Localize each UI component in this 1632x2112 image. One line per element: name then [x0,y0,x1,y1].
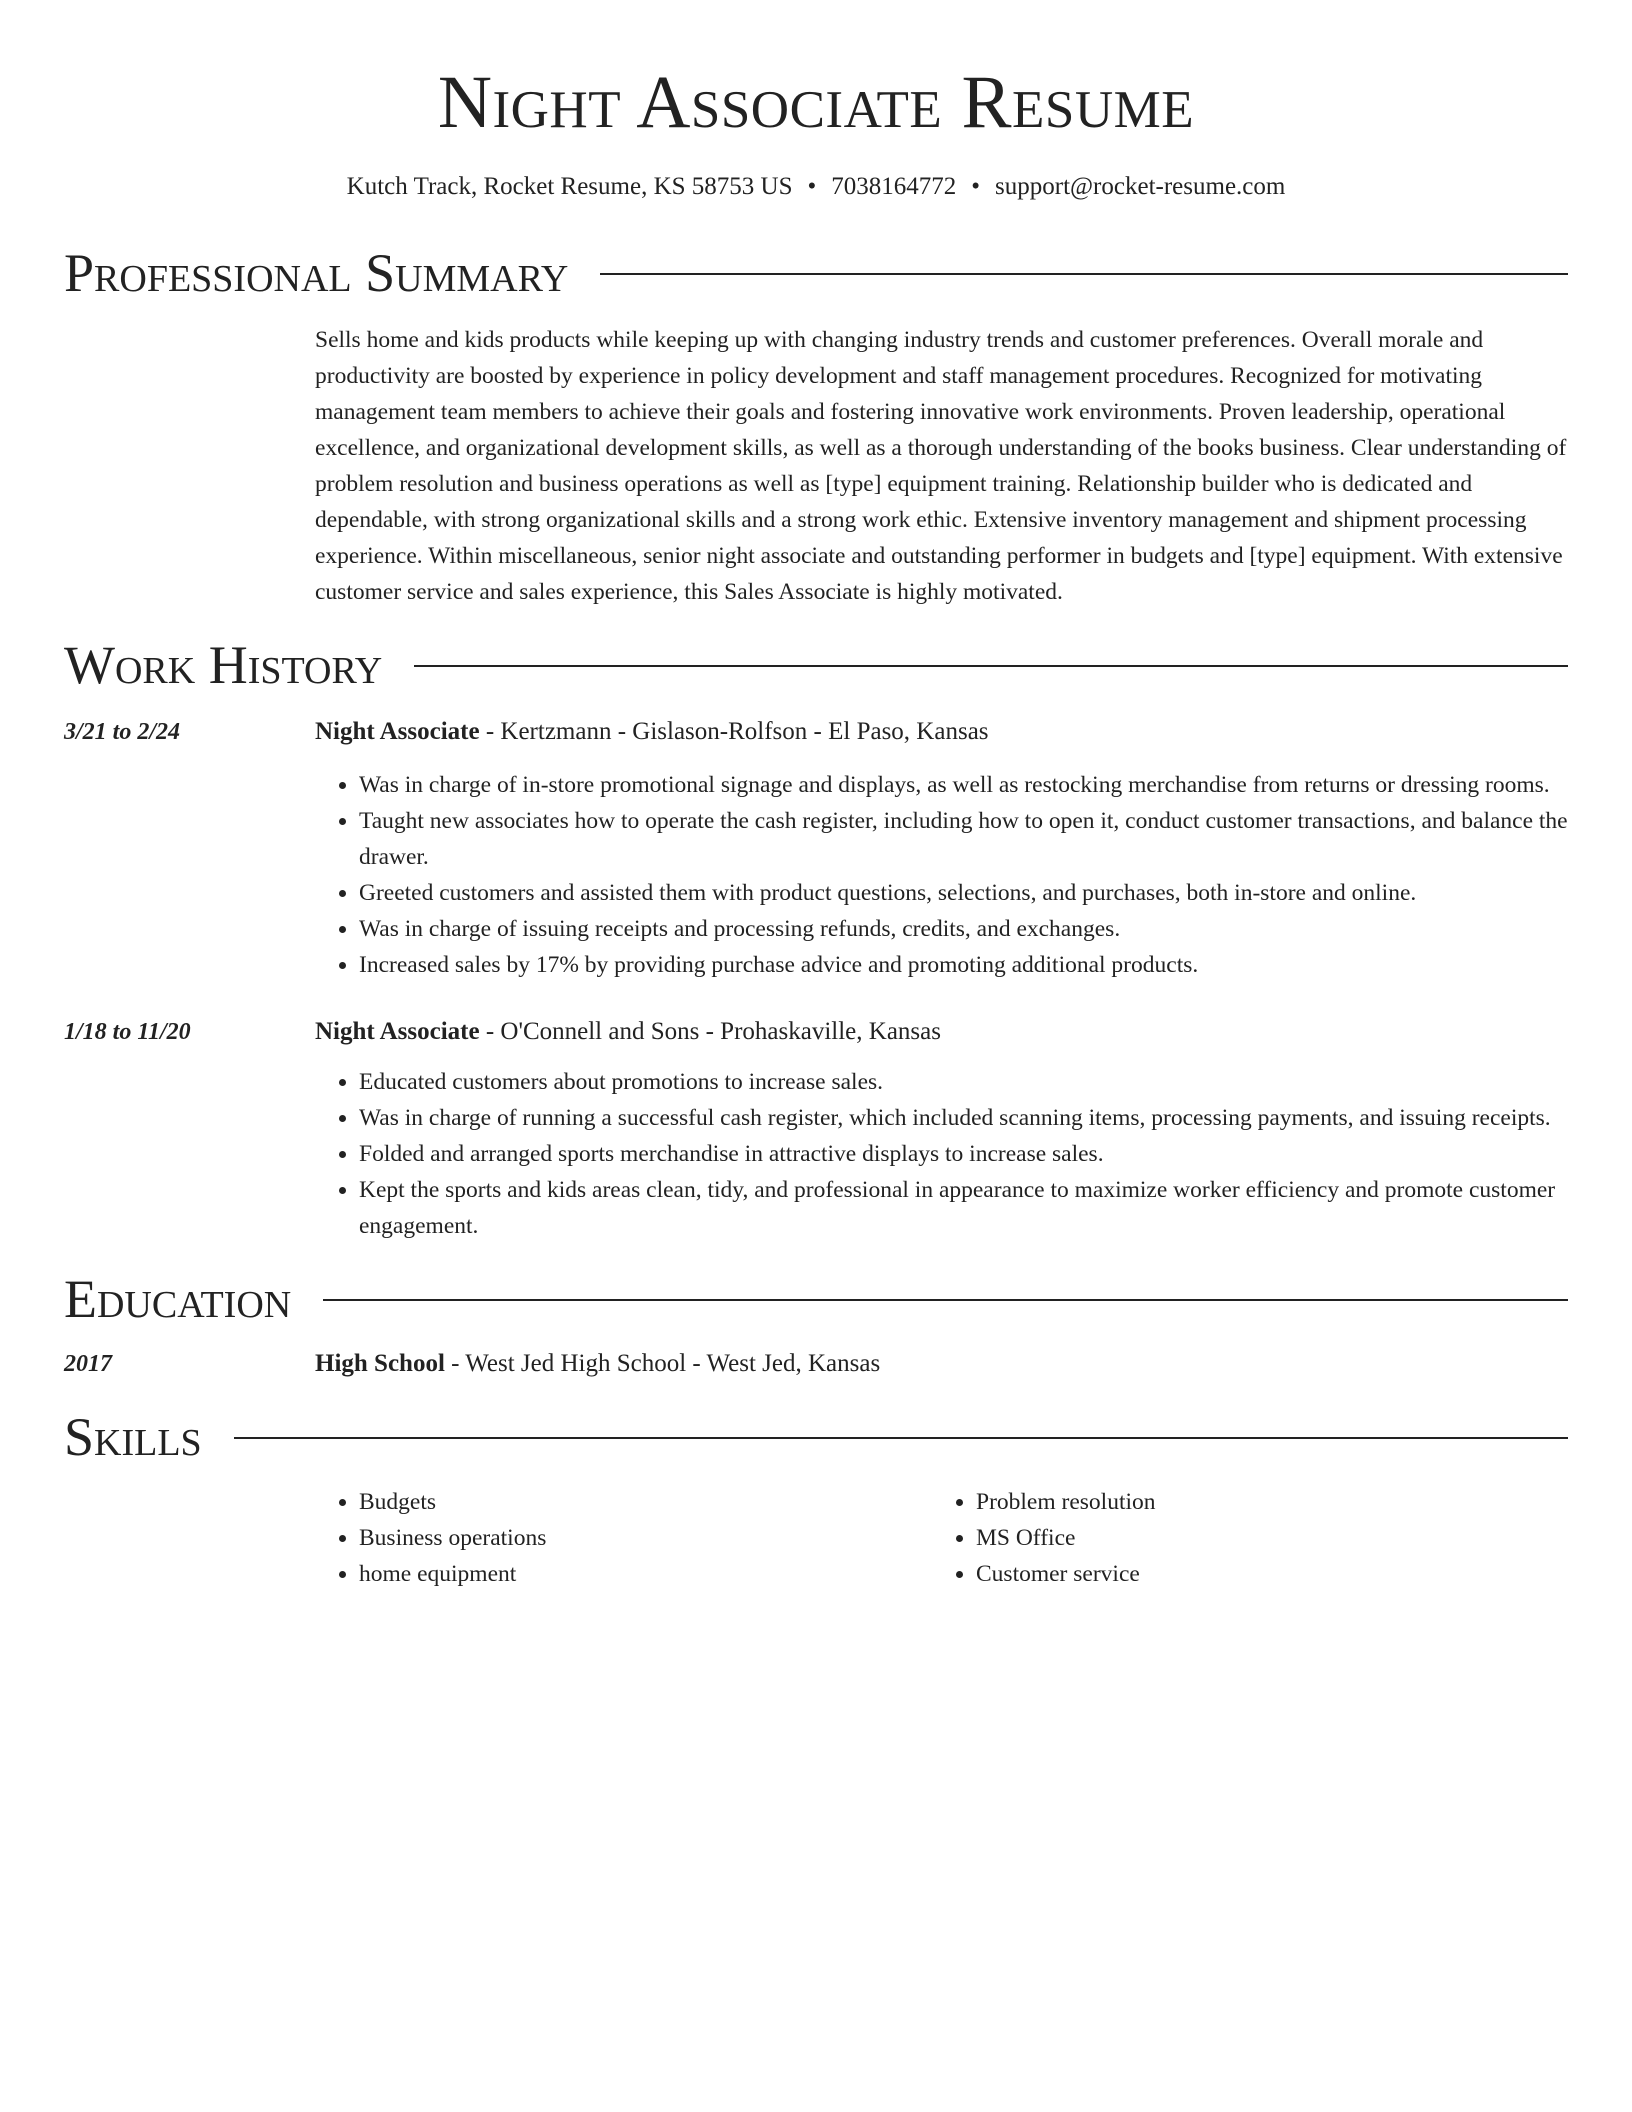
contact-address: Kutch Track, Rocket Resume, KS 58753 US [346,173,793,200]
contact-email: support@rocket-resume.com [995,173,1286,200]
resume-title: Night Associate Resume [437,61,1195,144]
job-entry [64,714,1568,983]
list-item: • home equipment [359,1556,932,1592]
section-header-work [64,635,1568,695]
section-title-work: Work History [64,635,383,695]
section-title-summary: Professional Summary [64,243,569,303]
section-title-skills: Skills [64,1407,202,1467]
job-dates: 1/18 to 11/20 [64,1019,191,1045]
education-details: - West Jed High School - West Jed, Kansas [444,1350,881,1377]
job-header-row [64,1014,1568,1050]
list-item: • Was in charge of running a successful cash register, which included scanning items, processing payments, and issuing receipts. [359,1100,1568,1136]
education-heading [315,1346,880,1382]
education-row [64,1346,1568,1382]
job-header-row [64,714,1568,750]
job-details: - Kertzmann - Gislason-Rolfson - El Paso, Kansas [479,718,989,745]
education-degree: High School [315,1350,445,1377]
list-item: • Greeted customers and assisted them with product questions, selections, and purchases, both in-store and online. [359,875,1568,911]
list-item: • Customer service [976,1556,1549,1592]
list-item: • MS Office [976,1520,1549,1556]
contact-separator: • [807,173,817,200]
list-item: • Increased sales by 17% by providing purchase advice and promoting additional products. [359,947,1568,983]
summary-block [315,322,1568,610]
section-header-education [64,1269,1568,1329]
job-dates: 3/21 to 2/24 [64,719,181,745]
section-title-education: Education [64,1269,292,1329]
contact-phone: 7038164772 [831,173,957,200]
education-year: 2017 [64,1351,112,1377]
job-bullets [315,1064,1568,1244]
skills-column-right [932,1484,1549,1592]
list-item: • Problem resolution [976,1484,1549,1520]
job-bullets [315,767,1568,983]
skills-column-left [315,1484,932,1592]
list-item: • Business operations [359,1520,932,1556]
contact-line [64,172,1568,202]
skills-list-left [315,1484,932,1592]
job-role: Night Associate [315,1018,480,1045]
section-header-skills [64,1407,1568,1467]
skills-list-right [932,1484,1549,1592]
list-item: • Was in charge of in-store promotional signage and displays, as well as restocking merchandise from returns or dressing rooms. [359,767,1568,803]
section-divider [323,1299,1568,1301]
list-item: • Was in charge of issuing receipts and processing refunds, credits, and exchanges. [359,911,1568,947]
list-item: • Folded and arranged sports merchandise in attractive displays to increase sales. [359,1136,1568,1172]
list-item: • Taught new associates how to operate the cash register, including how to open it, conduct customer transactions, and balance the drawer. [359,803,1568,875]
job-bullets-block [315,1064,1568,1244]
skills-block [315,1484,1568,1592]
section-divider [414,665,1568,667]
job-heading [315,1014,941,1050]
section-divider [600,273,1568,275]
summary-text: Sells home and kids products while keeping up with changing industry trends and customer preferences. Overall morale and productivity are boosted by experience in policy development and staff management procedures. Recognized for motivating management team members to achieve their goals and fostering innovative work environments. Proven leadership, operational excellence, and organizational development skills, as well as a thorough understanding of the books business. Clear understanding of problem resolution and business operations as well as [type] equipment training. Relationship builder who is dedicated and dependable, with strong organizational skills and a strong work ethic. Extensive inventory management and shipment processing experience. Within miscellaneous, senior night associate and outstanding performer in budgets and [type] equipment. With extensive customer service and sales experience, this Sales Associate is highly motivated. [315,327,1567,605]
section-header-summary [64,243,1568,303]
list-item: • Educated customers about promotions to increase sales. [359,1064,1568,1100]
education-entry [64,1346,1568,1382]
list-item: • Kept the sports and kids areas clean, tidy, and professional in appearance to maximize worker efficiency and promote customer engagement. [359,1172,1568,1244]
job-details: - O'Connell and Sons - Prohaskaville, Kansas [479,1018,941,1045]
job-role: Night Associate [315,718,480,745]
job-heading [315,714,989,750]
list-item: • Budgets [359,1484,932,1520]
job-bullets-block [315,767,1568,983]
section-divider [234,1437,1568,1439]
contact-separator: • [971,173,981,200]
job-entry [64,1014,1568,1244]
